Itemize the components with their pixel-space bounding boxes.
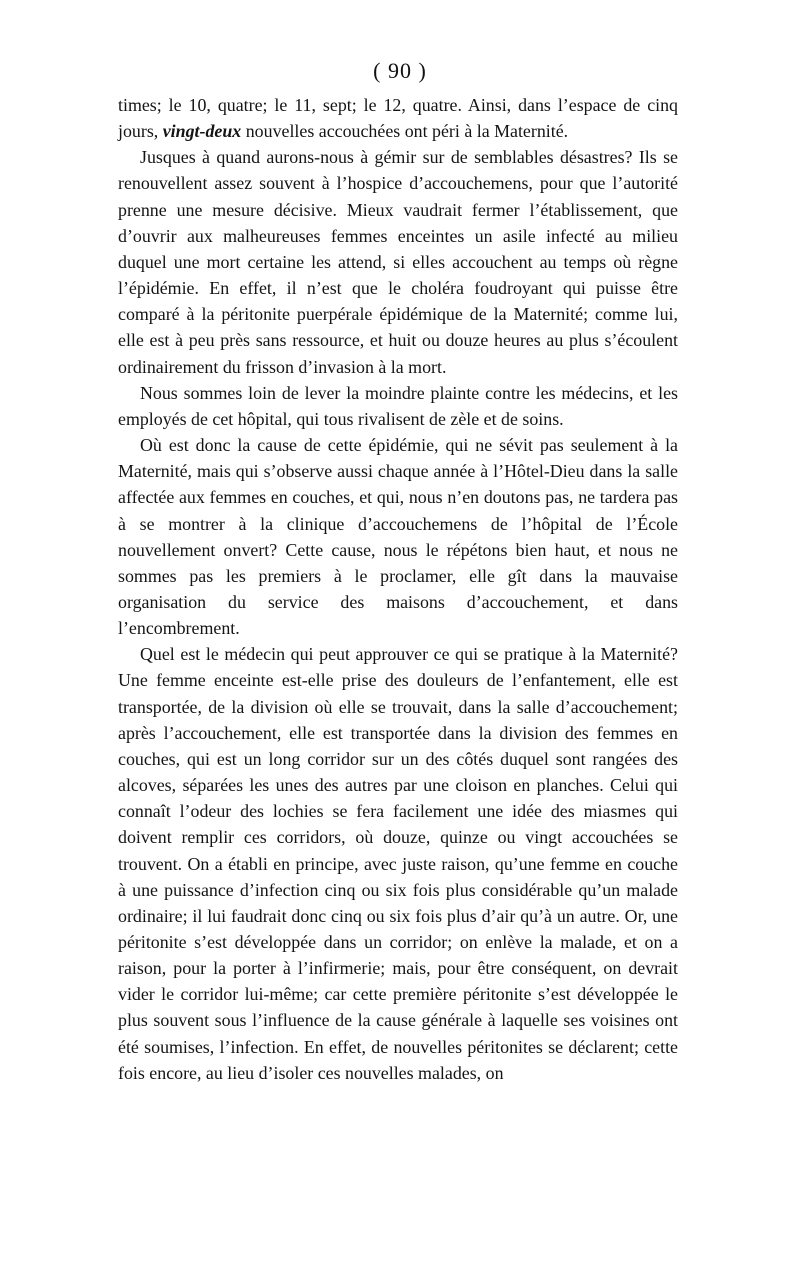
body-text [118,92,678,1086]
paragraph-1-text-a: times; le 10, quatre; le 11, sept; le 12, quatre. Ainsi, dans l’espace de cinq jours, [118,95,678,142]
emphasis-vingt-deux: vingt-deux [162,121,242,142]
paragraph-1-text-b: nouvelles accouchées ont péri à la Maternité. [241,121,569,142]
paragraph-3: Nous sommes loin de lever la moindre plainte contre les médecins, et les employés de cet hôpital, qui tous rivalisent de zèle et de soins. [118,382,678,429]
page-number: ( 90 ) [373,58,427,83]
paragraph-1 [118,92,678,144]
paragraph-2: Jusques à quand aurons-nous à gémir sur de semblables désastres? Ils se renouvellent assez souvent à l’hospice d’accouchemens, pour que l’autorité prenne une mesure décisive. Mieux vaudrait fermer l’établissement, que d’ouvrir aux malheureuses femmes enceintes un asile infecté au milieu duquel une mort certaine les attend, si elles accouchent au temps où règne l’épidémie. En effet, il n’est que le choléra foudroyant qui puisse être comparé à la péritonite puerpérale épidémique de la Maternité; comme lui, elle est à peu près sans ressource, et huit ou douze heures au plus s’écoulent ordinairement du frisson d’invasion à la mort. [118,147,678,377]
paragraph-4: Où est donc la cause de cette épidémie, qui ne sévit pas seulement à la Maternité, mais qui s’observe aussi chaque année à l’Hôtel-Dieu dans la salle affectée aux femmes en couches, et qui, nous n’en doutons pas, ne tardera pas à se montrer à la clinique d’accouchemens de l’hôpital de l’École nouvellement onvert? Cette cause, nous le répétons bien haut, et nous ne sommes pas les premiers à le proclamer, elle gît dans la mauvaise organisation du service des maisons d’accouchement, et dans l’encombrement. [118,435,678,639]
paragraph-5: Quel est le médecin qui peut approuver ce qui se pratique à la Maternité? Une femme enceinte est-elle prise des douleurs de l’enfantement, elle est transportée, de la division où elle se trouvait, dans la salle d’accouchement; après l’accouchement, elle est transportée dans la division des femmes en couches, qui est un long corridor sur un des côtés duquel sont rangées des alcoves, séparées les unes des autres par une cloison en planches. Celui qui connaît l’odeur des lochies se fera facilement une idée des miasmes qui doivent remplir ces corridors, où douze, quinze ou vingt accouchées se trouvent. On a établi en principe, avec juste raison, qu’une femme en couche à une puissance d’infection cinq ou six fois plus considérable qu’un malade ordinaire; il lui faudrait donc cinq ou six fois plus d’air qu’à un autre. Or, une péritonite s’est développée dans un corridor; on enlève la malade, et on a raison, pour la porter à l’infirmerie; mais, pour être conséquent, on devrait vider le corridor lui-même; car cette première péritonite s’est développée le plus souvent sous l’influence de la cause générale à laquelle ses voisines ont été soumises, l’infection. En effet, de nouvelles péritonites se déclarent; cette fois encore, au lieu d’isoler ces nouvelles malades, on [118,644,678,1083]
